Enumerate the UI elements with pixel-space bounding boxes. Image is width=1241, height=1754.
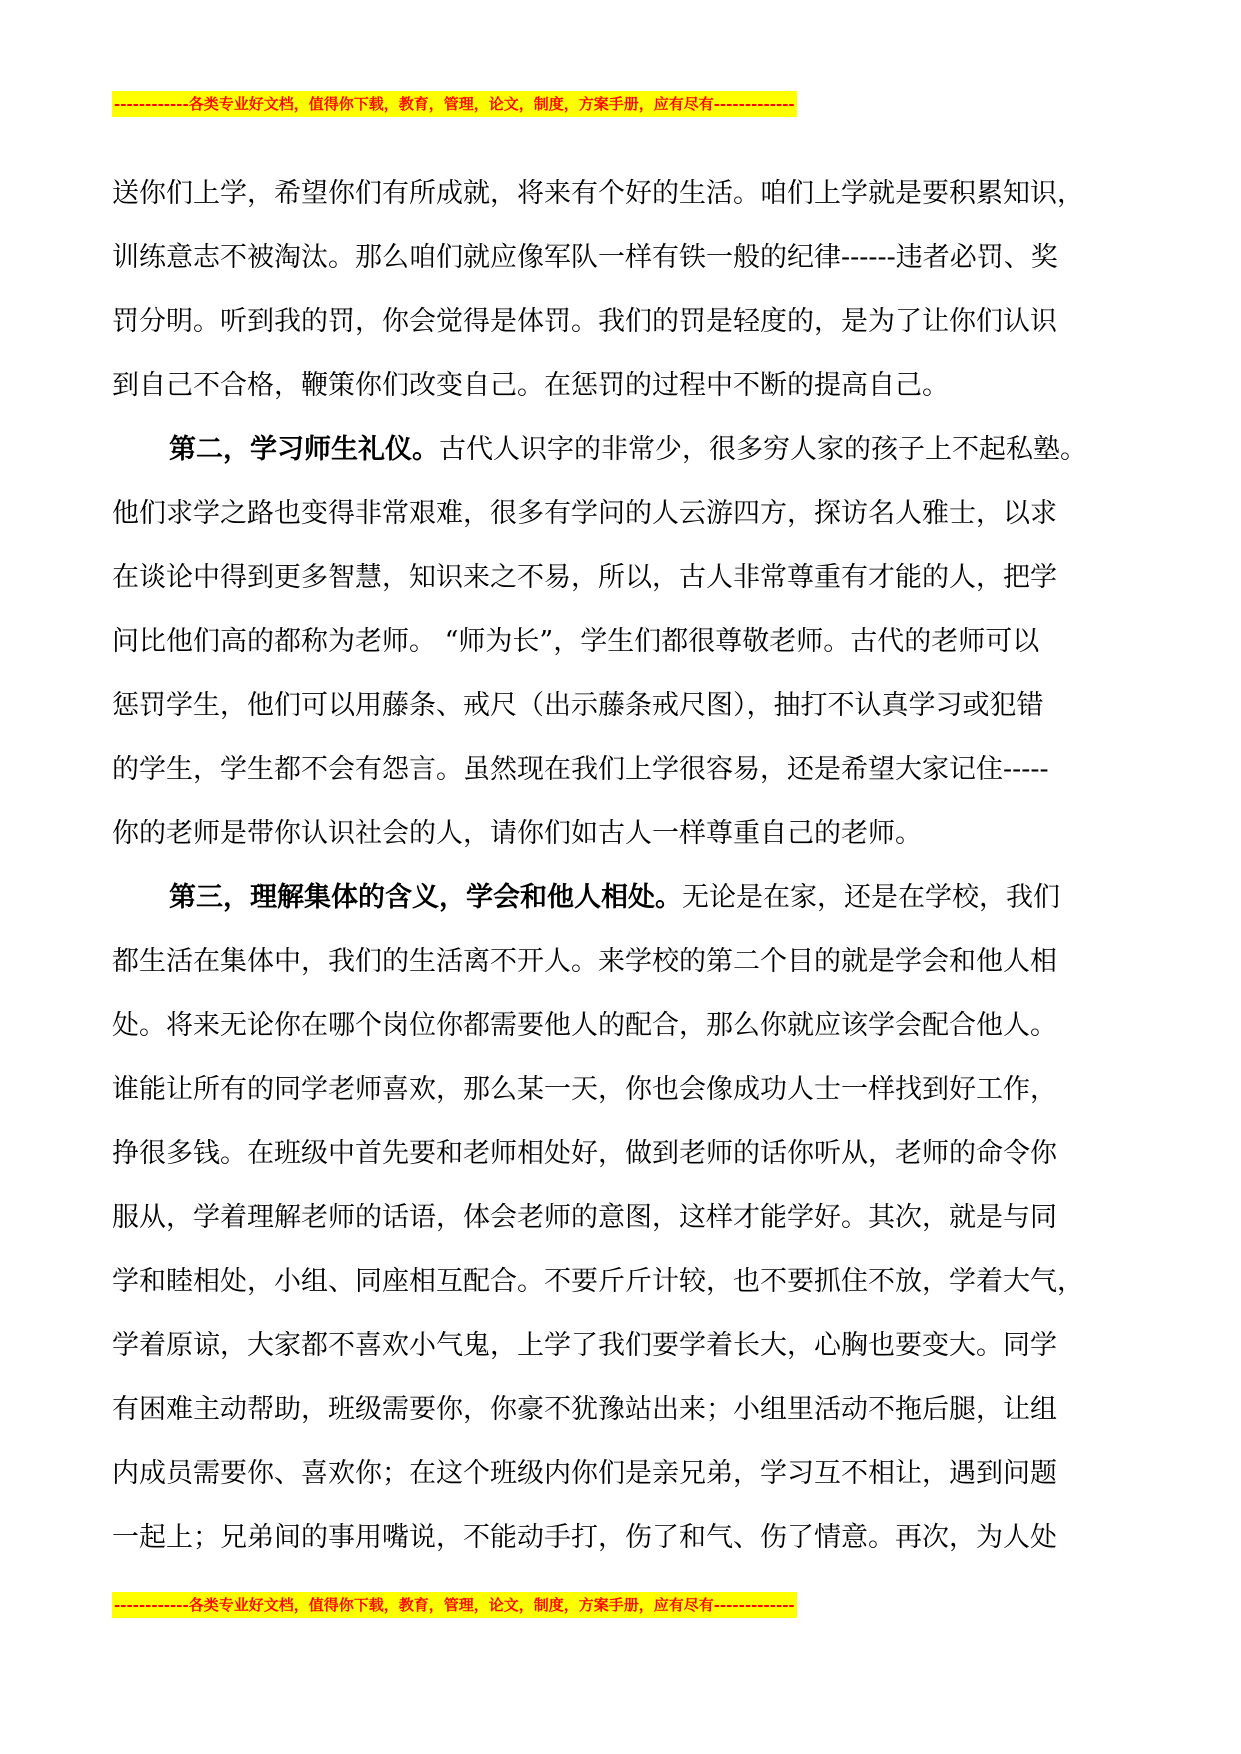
- text-line: 有困难主动帮助，班级需要你，你豪不犹豫站出来；小组里活动不拖后腿，让组: [112, 1394, 1057, 1425]
- text-line: 罚分明。听到我的罚，你会觉得是体罚。我们的罚是轻度的，是为了让你们认识: [112, 306, 1057, 337]
- text-line: 到自己不合格，鞭策你们改变自己。在惩罚的过程中不断的提高自己。: [112, 370, 949, 401]
- paragraph-2: [112, 418, 1132, 866]
- text-line: 的学生，学生都不会有怨言。虽然现在我们上学很容易，还是希望大家记住-----: [112, 754, 1049, 785]
- text-run: 古代人识字的非常少，很多穷人家的孩子上不起私塾。: [439, 434, 1087, 465]
- document-body: [112, 162, 1132, 1570]
- paragraph-3: [112, 866, 1132, 1570]
- text-line: 学着原谅，大家都不喜欢小气鬼，上学了我们要学着长大，心胸也要变大。同学: [112, 1330, 1057, 1361]
- section-heading: 第三，理解集体的含义，学会和他人相处。: [169, 882, 682, 913]
- header-banner: ------------各类专业好文档，值得你下载，教育，管理，论文，制度，方案手册，应有尽有-------------: [112, 91, 797, 117]
- text-line: [112, 866, 1132, 930]
- text-line: 学和睦相处，小组、同座相互配合。不要斤斤计较，也不要抓住不放，学着大气，: [112, 1266, 1084, 1297]
- text-line: [112, 418, 1132, 482]
- text-line: 服从，学着理解老师的话语，体会老师的意图，这样才能学好。其次，就是与同: [112, 1202, 1057, 1233]
- text-line: 问比他们高的都称为老师。 “师为长”，学生们都很尊敬老师。古代的老师可以: [112, 626, 1040, 657]
- text-line: 他们求学之路也变得非常艰难，很多有学问的人云游四方，探访名人雅士，以求: [112, 498, 1057, 529]
- text-line: 处。将来无论你在哪个岗位你都需要他人的配合，那么你就应该学会配合他人。: [112, 1010, 1057, 1041]
- footer-banner: ------------各类专业好文档，值得你下载，教育，管理，论文，制度，方案手册，应有尽有-------------: [112, 1592, 797, 1618]
- text-line: 训练意志不被淘汰。那么咱们就应像军队一样有铁一般的纪律------违者必罚、奖: [112, 242, 1058, 273]
- text-line: 你的老师是带你认识社会的人，请你们如古人一样尊重自己的老师。: [112, 818, 922, 849]
- section-heading: 第二，学习师生礼仪。: [169, 434, 439, 465]
- text-line: 都生活在集体中，我们的生活离不开人。来学校的第二个目的就是学会和他人相: [112, 946, 1057, 977]
- text-line: 一起上；兄弟间的事用嘴说，不能动手打，伤了和气、伤了情意。再次，为人处: [112, 1522, 1057, 1553]
- text-line: 送你们上学，希望你们有所成就，将来有个好的生活。咱们上学就是要积累知识，: [112, 178, 1084, 209]
- text-line: 内成员需要你、喜欢你；在这个班级内你们是亲兄弟，学习互不相让，遇到问题: [112, 1458, 1057, 1489]
- text-line: 惩罚学生，他们可以用藤条、戒尺（出示藤条戒尺图），抽打不认真学习或犯错: [112, 690, 1044, 721]
- paragraph-1: [112, 162, 1132, 418]
- text-line: 在谈论中得到更多智慧，知识来之不易，所以，古人非常尊重有才能的人，把学: [112, 562, 1057, 593]
- text-run: 无论是在家，还是在学校，我们: [682, 882, 1060, 913]
- text-line: 谁能让所有的同学老师喜欢，那么某一天，你也会像成功人士一样找到好工作，: [112, 1074, 1057, 1105]
- text-line: 挣很多钱。在班级中首先要和老师相处好，做到老师的话你听从，老师的命令你: [112, 1138, 1057, 1169]
